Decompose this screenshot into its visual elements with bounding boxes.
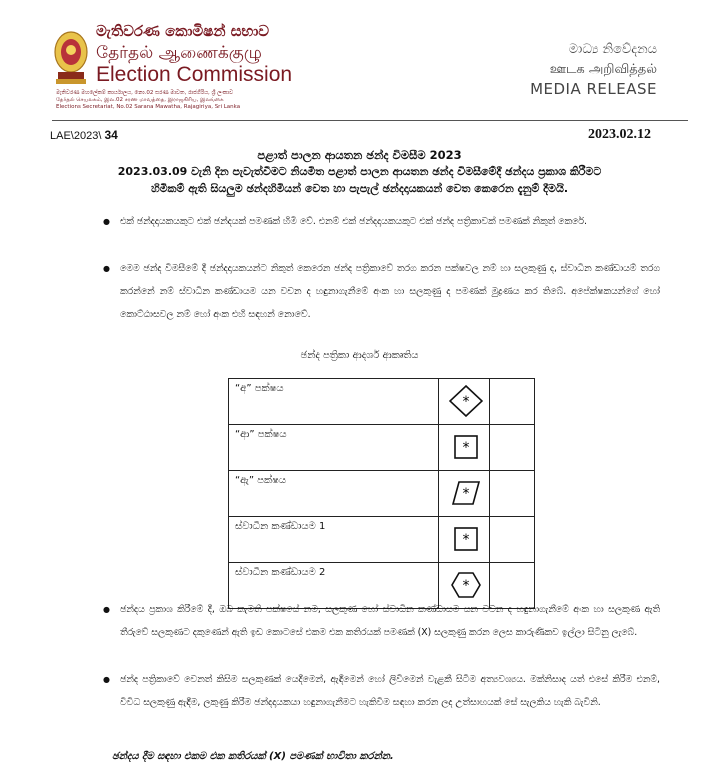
ballot-symbol-cell: [439, 517, 490, 563]
reference-prefix: LAE\2023\: [50, 130, 102, 142]
paragraph-marking-instructions: ඡන්දය ප්‍රකාශ කිරීමේ දී, ඔබ කැමති පක්ෂයේ නම, සලකුණ හෝ ස්වාධීන කණ්ඩායම යන වචන ද හඳුනාගැනීමේ අංක හා සලකුණ ඇති තීරුවේ සලකුණට දකුණෙන් ඇති ඉඩ කොටසේ එකම එක කතිරයක් පමණක් (X) සලකුණු කරන ලෙස කාරුණිකව ඉල්ලා සිටිනු ලැබේ.: [120, 604, 660, 638]
ballot-row: [229, 517, 535, 563]
ballot-row: [229, 379, 535, 425]
ballot-mark-box[interactable]: [489, 379, 534, 425]
bullet-icon: ●: [103, 217, 110, 226]
reference-num: 34: [104, 128, 118, 142]
ballot-mark-box[interactable]: [489, 517, 534, 563]
paragraph-ballot-contents: මෙම ඡන්ද විමසීමේ දී ඡන්දදායකයන්ට නිකුත් කෙරෙන ඡන්ද පත්‍රිකාවේ තරග කරන පක්ෂවල නම් හා සලකුණු ද, ස්වාධීන කණ්ඩායම් තරග කරන්නේ නම් ස්වාධීන කණ්ඩායම යන වචන ද හඳුනාගැනීමේ අංක හා සලකුණු ද පමණක් මුද්‍රණය කර තිබේ. අපේක්ෂකයන්ගේ හෝ කොට්ඨාසවල නම් හෝ අංක එහි සඳහන් නොවේ.: [120, 263, 660, 320]
notice-title: පළාත් පාලන ආයතන ඡන්ද විමසීම 2023: [257, 148, 462, 162]
parallelogram-asterisk-icon: [449, 477, 483, 509]
release-date: 2023.02.12: [588, 127, 651, 142]
media-release-english: MEDIA RELEASE: [530, 80, 657, 98]
ballot-mark-box[interactable]: [489, 425, 534, 471]
emblem-icon: [52, 30, 90, 86]
ballot-symbol-cell: [439, 425, 490, 471]
ballot-party-name: “ඇ” පක්ෂය: [229, 471, 439, 517]
address-english: Elections Secretariat, No.02 Sarana Mawatha, Rajagiriya, Sri Lanka: [56, 104, 241, 110]
square-asterisk-icon: [449, 523, 483, 555]
ballot-party-name: ස්වාධීන කණ්ඩායම 1: [229, 517, 439, 563]
sample-ballot-title: ඡන්ද පත්‍රිකා ආදර්ශ ආකෘතිය: [300, 350, 419, 361]
ballot-party-name: ස්වාධීන කණ්ඩායම 2: [229, 563, 439, 609]
ballot-row: [229, 471, 535, 517]
notice-subtitle-line1: 2023.03.09 වැනි දින පැවැත්වීමට නියමිත පළාත් පාලන ආයතන ඡන්ද විමසීමේදී ඡන්දය ප්‍රකාශ කිරීමට: [117, 165, 602, 178]
ballot-row: [229, 425, 535, 471]
closing-instruction: ඡන්දය දීම සඳහා එකම එක කතිරයක් (X) පමණක් භාවිතා කරන්න.: [112, 751, 394, 762]
diamond-asterisk-icon: [449, 385, 483, 417]
header-divider: [52, 120, 688, 121]
org-name-sinhala: මැතිවරණ කොමිෂන් සභාව: [96, 22, 270, 40]
paragraph-one-voter: එක් ඡන්දදායකයකුට එක් ඡන්දයක් පමණක් හිමි වේ. එනම් එක් ඡන්දදායකයකුට එක් ඡන්ද පත්‍රිකාවක් පමණක් නිකුත් කෙරේ.: [120, 216, 587, 227]
asterisk: *: [462, 486, 470, 502]
ballot-party-name: “ආ” පක්ෂය: [229, 425, 439, 471]
ballot-symbol-cell: [439, 471, 490, 517]
notice-subtitle-line2: හිමිකම් ඇති සියලුම ඡන්දහිමියන් වෙත හා පැපැල් ඡන්දදායකයන් වෙත කෙරෙන දැනුම් දීමයි.: [150, 182, 569, 195]
ballot-mark-box[interactable]: [489, 471, 534, 517]
asterisk: *: [462, 578, 470, 594]
ballot-party-name: “අ” පක්ෂය: [229, 379, 439, 425]
media-release-sinhala: මාධ්‍ය නිවේදනය: [568, 42, 657, 57]
square-asterisk-icon: [449, 431, 483, 463]
paragraph-no-other-marks: ඡන්ද පත්‍රිකාවේ වෙනත් කිසිම සලකුණක් යෙදීමෙන්, ඇඳීමෙන් හෝ ලිවීමෙන් වැළකී සිටීම අත්‍යවශ්‍යය. මක්නිසාද යත් එසේ කිරීම එනම්, විවිධ සලකුණු ඇඳීම, ලකුණු කිරීම ඡන්දදායකයා හඳුනාගැනීමට හැකිවීම සඳහා කරන ලද උත්සාහයක් සේ සැලකිය හැකි බැවිනි.: [120, 674, 660, 708]
asterisk: *: [462, 440, 470, 456]
asterisk: *: [462, 532, 470, 548]
sample-ballot-table: [228, 378, 535, 609]
address-tamil: தேர்தல் செயலகம், இல.02 சரண மாவத்தை, இராஜகிரிய, இலங்கை: [56, 97, 224, 103]
reference-number: [50, 128, 118, 142]
ballot-symbol-cell: [439, 379, 490, 425]
org-name-tamil: தேர்தல் ஆணைக்குழு: [96, 43, 262, 63]
bullet-icon: ●: [103, 264, 110, 273]
address-sinhala: මැතිවරණ මහලේකම් කාර්යාලය, නො.02 සරණ මාවත, රාජගිරිය, ශ්‍රී ලංකාව: [56, 90, 234, 96]
org-name-english: Election Commission: [96, 63, 293, 86]
bullet-icon: ●: [103, 675, 110, 684]
asterisk: *: [462, 394, 470, 410]
media-release-tamil: ஊடக அறிவித்தல்: [549, 62, 657, 77]
bullet-icon: ●: [103, 605, 110, 614]
hexagon-asterisk-icon: [449, 569, 483, 601]
